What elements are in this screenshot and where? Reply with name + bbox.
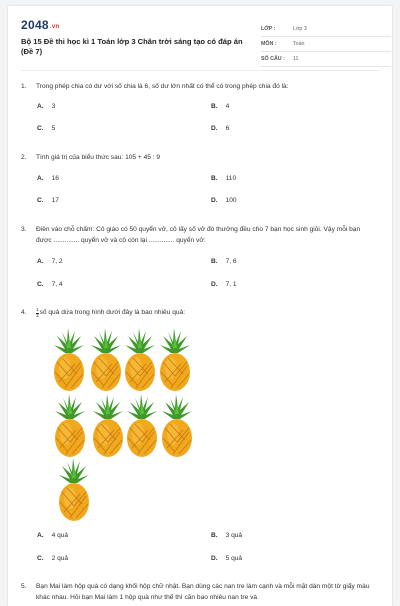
option-d[interactable] (211, 197, 237, 204)
question-text: Điền vào chỗ chấm: Cô giáo có 50 quyển vở, cô lấy số vở đó thưởng đều cho 7 bạn học sinh giỏi. Vậy mỗi bạn được .............. quyển vở và cô còn lại .............. quyển vở: (36, 226, 361, 244)
option-text: 7, 2 (51, 258, 63, 265)
option-d[interactable] (211, 125, 229, 132)
question-text-wrapper (36, 307, 376, 319)
option-letter: B. (211, 532, 218, 539)
logo-suffix: .vn (49, 24, 60, 30)
fraction (36, 308, 39, 319)
option-letter: C. (37, 281, 44, 288)
question-number: 2. (21, 154, 27, 161)
meta-table (261, 22, 391, 67)
worksheet-page (8, 6, 392, 606)
logo-text: 2048 (21, 18, 49, 32)
option-letter: A. (37, 103, 44, 110)
option-text: 17 (51, 197, 59, 204)
pineapple-icon (51, 328, 87, 392)
question-number: 3. (21, 226, 27, 233)
pineapple-icon (56, 458, 92, 522)
pineapple-icon (159, 394, 195, 458)
option-letter: B. (211, 258, 218, 265)
option-c[interactable] (37, 555, 68, 562)
option-letter: A. (37, 175, 44, 182)
question-number: 4. (21, 309, 27, 316)
option-text: 5 (51, 125, 56, 132)
option-text: 100 (225, 197, 237, 204)
option-letter: C. (37, 125, 44, 132)
option-text: 3 (51, 103, 56, 110)
option-text: 5 quả (225, 555, 243, 562)
pineapple-icon (52, 394, 88, 458)
option-text: 7, 6 (225, 258, 237, 265)
option-letter: C. (37, 197, 44, 204)
question-number: 5. (21, 583, 27, 590)
option-b[interactable] (211, 258, 237, 265)
site-logo[interactable] (21, 18, 59, 32)
meta-value: 11 (293, 56, 299, 62)
option-a[interactable] (37, 532, 68, 539)
pineapple-icon (90, 394, 126, 458)
option-text: 4 (225, 103, 230, 110)
question-number: 1. (21, 83, 27, 90)
option-b[interactable] (211, 532, 242, 539)
fraction-numerator: 1 (36, 307, 39, 313)
option-letter: A. (37, 532, 44, 539)
meta-key: MÔN : (261, 41, 277, 47)
fraction-denominator: 3 (36, 313, 39, 318)
meta-value: Lớp 3 (293, 26, 307, 32)
question-text: Tính giá trị của biểu thức sau: 105 + 45 : 9 (36, 154, 161, 161)
option-d[interactable] (211, 555, 242, 562)
option-text: 7, 4 (51, 281, 63, 288)
option-text: 7, 1 (225, 281, 237, 288)
option-letter: C. (37, 555, 44, 562)
option-a[interactable] (37, 258, 63, 265)
option-a[interactable] (37, 175, 59, 182)
option-letter: A. (37, 258, 44, 265)
meta-value: Toán (293, 41, 305, 47)
document-title: Bộ 15 Đề thi học kì 1 Toán lớp 3 Chân trời sáng tạo có đáp án (Đề 7) (21, 37, 243, 56)
option-b[interactable] (211, 175, 236, 182)
meta-row-question-count (261, 52, 391, 67)
option-c[interactable] (37, 197, 59, 204)
option-text: 6 (225, 125, 230, 132)
meta-key: SỐ CÂU : (261, 56, 285, 62)
question-text: Bạn Mai làm hộp quà có dạng khối hộp chữ nhật. Bạn dùng các nan tre làm cạnh và mỗi mặt dán một tờ giấy màu khác nhau. Hỏi bạn Mai làm 1 hộp quà như thế thì cần bao nhiêu nan tre và (36, 583, 370, 601)
meta-row-class (261, 22, 391, 37)
option-text: 3 quả (225, 532, 243, 539)
option-d[interactable] (211, 281, 237, 288)
option-letter: D. (211, 555, 218, 562)
meta-row-subject (261, 37, 391, 52)
option-letter: D. (211, 197, 218, 204)
option-a[interactable] (37, 103, 55, 110)
option-text: 4 quả (51, 532, 69, 539)
option-letter: B. (211, 175, 218, 182)
page-header (21, 18, 381, 66)
pineapple-icon (124, 394, 160, 458)
pineapple-icon (157, 328, 193, 392)
option-text: 2 quả (51, 555, 69, 562)
pineapple-icon (122, 328, 158, 392)
option-text: 110 (225, 175, 237, 182)
question-text: số quả dứa trong hình dưới đây là bao nhiêu quả: (39, 309, 186, 316)
option-letter: B. (211, 103, 218, 110)
option-text: 16 (51, 175, 59, 182)
pineapple-icon (88, 328, 124, 392)
option-letter: D. (211, 281, 218, 288)
meta-key: LỚP : (261, 26, 276, 32)
option-c[interactable] (37, 125, 55, 132)
option-c[interactable] (37, 281, 63, 288)
option-letter: D. (211, 125, 218, 132)
question-text: Trong phép chia có dư với số chia là 6, số dư lớn nhất có thể có trong phép chia đó là: (36, 83, 289, 90)
option-b[interactable] (211, 103, 229, 110)
header-divider (21, 70, 379, 71)
